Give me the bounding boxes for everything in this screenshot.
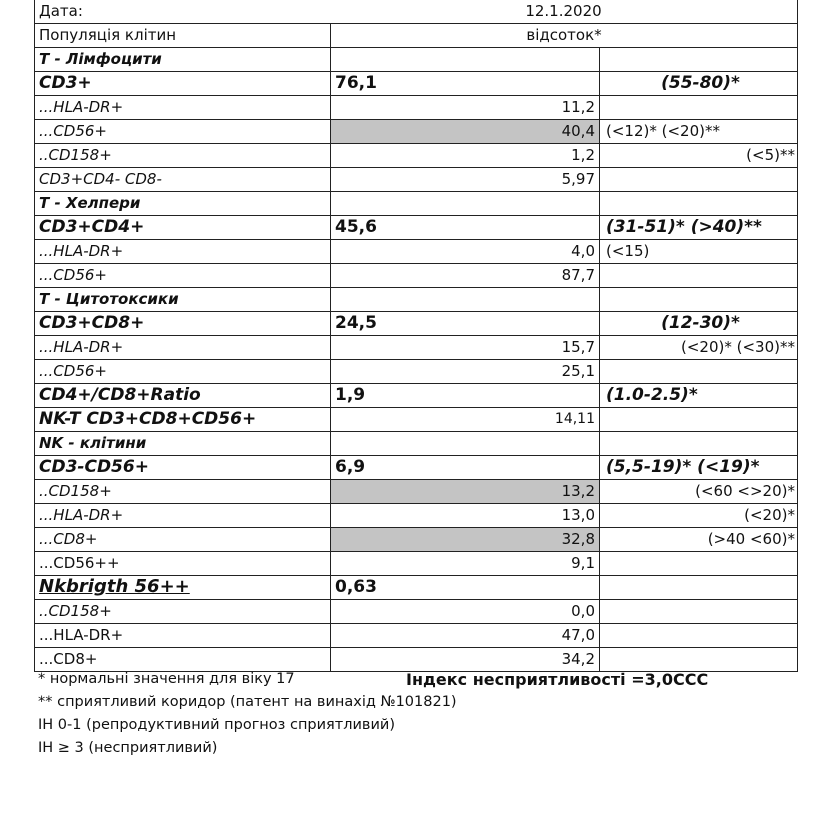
table-row [34, 264, 798, 288]
percent-value: 0,63 [330, 576, 599, 600]
footnotes [38, 668, 818, 760]
percent-value: 5,97 [330, 168, 599, 192]
population-label: NK-T CD3+CD8+CD56+ [34, 408, 330, 432]
normal-range [599, 576, 798, 600]
population-label: Т - Лімфоцити [34, 48, 330, 72]
footnote-corridor: ** сприятливий коридор (патент на винахід №101821) [38, 694, 457, 710]
normal-range: (>40 <60)* [599, 528, 798, 552]
population-label: CD3+CD4+ [34, 216, 330, 240]
table-row [34, 336, 798, 360]
normal-range [599, 624, 798, 648]
population-label: CD3+CD4- CD8- [34, 168, 330, 192]
normal-range [599, 432, 798, 456]
table-row [34, 240, 798, 264]
table-row [34, 504, 798, 528]
table-row [34, 552, 798, 576]
percent-value: 11,2 [330, 96, 599, 120]
percent-value: 25,1 [330, 360, 599, 384]
table-row [34, 600, 798, 624]
normal-range [599, 192, 798, 216]
percent-value: 1,2 [330, 144, 599, 168]
date-label: Дата: [34, 0, 330, 24]
population-label: ...HLA-DR+ [34, 240, 330, 264]
normal-range [599, 552, 798, 576]
normal-range: (<60 <>20)* [599, 480, 798, 504]
population-label: ..CD158+ [34, 144, 330, 168]
percent-value [330, 192, 599, 216]
normal-range [599, 408, 798, 432]
percent-value: 9,1 [330, 552, 599, 576]
population-label: CD3-CD56+ [34, 456, 330, 480]
footnote-favorable: ІН 0-1 (репродуктивний прогноз сприятливий) [38, 717, 395, 733]
table-row [34, 72, 798, 96]
percent-value [330, 48, 599, 72]
population-label: ...CD8+ [34, 648, 330, 672]
percent-value: 14,11 [330, 408, 599, 432]
normal-range: (<20)* [599, 504, 798, 528]
table-row [34, 576, 798, 600]
table-row [34, 192, 798, 216]
table-row [34, 96, 798, 120]
percent-header: відсоток* [330, 24, 798, 48]
percent-value: 32,8 [330, 528, 599, 552]
table-row [34, 432, 798, 456]
percent-value [330, 432, 599, 456]
table-row [34, 288, 798, 312]
population-label: ...HLA-DR+ [34, 624, 330, 648]
table-row [34, 456, 798, 480]
normal-range [599, 48, 798, 72]
percent-value: 34,2 [330, 648, 599, 672]
population-label: CD4+/CD8+Ratio [34, 384, 330, 408]
percent-value: 40,4 [330, 120, 599, 144]
population-label: CD3+CD8+ [34, 312, 330, 336]
table-row [34, 144, 798, 168]
population-header: Популяція клітин [34, 24, 330, 48]
percent-value: 13,2 [330, 480, 599, 504]
population-label: ...HLA-DR+ [34, 504, 330, 528]
population-label: ...CD56+ [34, 264, 330, 288]
table-row [34, 480, 798, 504]
population-label: Т - Цитотоксики [34, 288, 330, 312]
population-label: ..CD158+ [34, 480, 330, 504]
normal-range: (<5)** [599, 144, 798, 168]
population-label: ...CD56++ [34, 552, 330, 576]
percent-value: 47,0 [330, 624, 599, 648]
normal-range [599, 264, 798, 288]
population-label: CD3+ [34, 72, 330, 96]
percent-value: 15,7 [330, 336, 599, 360]
population-label: ...CD56+ [34, 120, 330, 144]
normal-range: (1.0-2.5)* [599, 384, 798, 408]
percent-value: 13,0 [330, 504, 599, 528]
date-row [34, 0, 798, 24]
population-label: ..CD158+ [34, 600, 330, 624]
normal-range: (31-51)* (>40)** [599, 216, 798, 240]
percent-value: 76,1 [330, 72, 599, 96]
footnote-unfavorable: ІН ≥ 3 (несприятливий) [38, 740, 218, 756]
footnote-age-text: * нормальні значення для віку 17 [38, 671, 295, 687]
table-row [34, 624, 798, 648]
population-label: ...HLA-DR+ [34, 336, 330, 360]
table-row [34, 312, 798, 336]
normal-range [599, 168, 798, 192]
normal-range: (55-80)* [599, 72, 798, 96]
normal-range: (12-30)* [599, 312, 798, 336]
percent-value: 4,0 [330, 240, 599, 264]
population-label: Nkbrigth 56++ [34, 576, 330, 600]
population-label: ...HLA-DR+ [34, 96, 330, 120]
results-table [34, 0, 798, 672]
table-row [34, 408, 798, 432]
population-label: Т - Хелпери [34, 192, 330, 216]
table-row [34, 528, 798, 552]
normal-range: (<20)* (<30)** [599, 336, 798, 360]
percent-value: 24,5 [330, 312, 599, 336]
footnote-norms [38, 668, 818, 691]
percent-value: 6,9 [330, 456, 599, 480]
percent-value: 87,7 [330, 264, 599, 288]
column-header-row [34, 24, 798, 48]
normal-range: (5,5-19)* (<19)* [599, 456, 798, 480]
normal-range: (<15) [599, 240, 798, 264]
date-value: 12.1.2020 [330, 0, 798, 24]
data-rows [34, 48, 798, 672]
percent-value: 0,0 [330, 600, 599, 624]
unfavorability-index: Індекс несприятливості =3,0ССС [406, 670, 709, 689]
normal-range [599, 288, 798, 312]
normal-range [599, 360, 798, 384]
population-label: NK - клітини [34, 432, 330, 456]
population-label: ...CD8+ [34, 528, 330, 552]
percent-value: 45,6 [330, 216, 599, 240]
percent-value: 1,9 [330, 384, 599, 408]
table-row [34, 168, 798, 192]
population-label: ...CD56+ [34, 360, 330, 384]
table-row [34, 120, 798, 144]
normal-range [599, 600, 798, 624]
table-row [34, 360, 798, 384]
table-row [34, 216, 798, 240]
percent-value [330, 288, 599, 312]
table-row [34, 48, 798, 72]
normal-range: (<12)* (<20)** [599, 120, 798, 144]
normal-range [599, 96, 798, 120]
table-row [34, 384, 798, 408]
